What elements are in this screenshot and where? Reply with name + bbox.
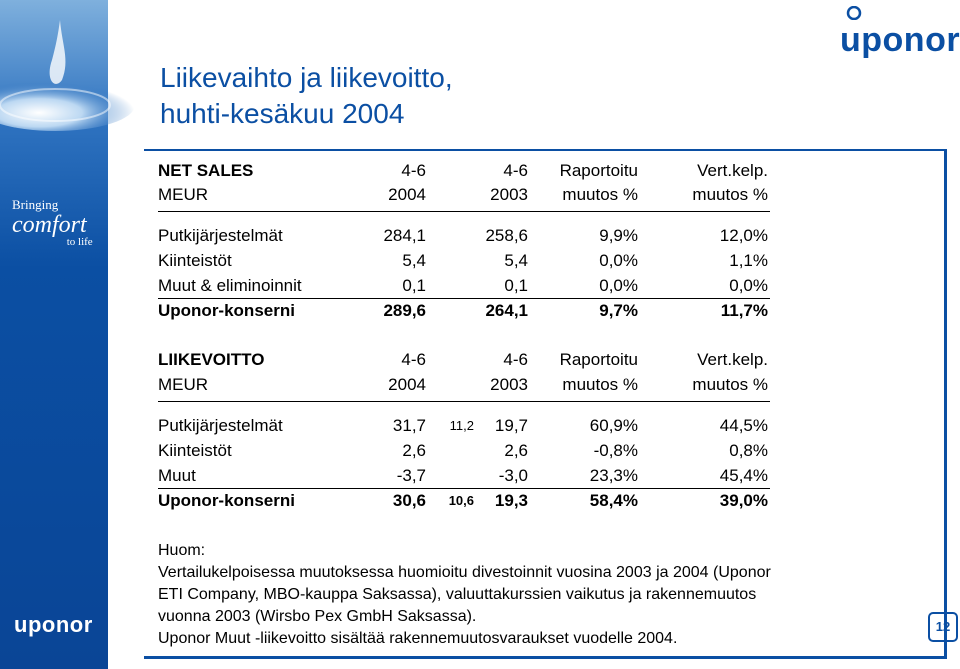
column-subheader: muutos % (562, 185, 638, 204)
cell: 5,4 (504, 251, 528, 270)
row-label: Putkijärjestelmät (158, 416, 283, 435)
table-row (158, 274, 770, 298)
cell: 44,5% (719, 416, 768, 435)
uponor-logo (840, 6, 960, 57)
brand-tagline (12, 197, 93, 248)
unit-label: MEUR (158, 375, 209, 394)
cell: 0,1 (402, 276, 426, 295)
cell: -0,8% (593, 441, 638, 460)
ebit-subheader-row (158, 373, 770, 397)
cell: 31,7 (392, 416, 426, 435)
column-header: 4-6 (401, 161, 426, 180)
cell: 0,0% (599, 276, 638, 295)
title-line-2: huhti-kesäkuu 2004 (160, 98, 405, 129)
column-subheader: muutos % (692, 375, 768, 394)
cell: 45,4% (719, 466, 768, 485)
cell: 19,7 (494, 416, 528, 435)
net-sales-title: NET SALES (158, 161, 254, 180)
column-header: 4-6 (503, 161, 528, 180)
table-row (158, 414, 770, 438)
column-header: Raportoitu (559, 350, 638, 369)
row-label: Uponor-konserni (158, 491, 295, 510)
page-title (160, 60, 453, 132)
column-subheader: muutos % (562, 375, 638, 394)
column-subheader: 2003 (490, 375, 528, 394)
header-rule (158, 401, 770, 402)
row-label: Putkijärjestelmät (158, 226, 283, 245)
footnote (158, 540, 771, 650)
brand-sidebar (0, 0, 108, 669)
column-header: 4-6 (503, 350, 528, 369)
note-line: Uponor Muut -liikevoitto sisältää rakennemuutosvaraukset vuodelle 2004. (158, 630, 678, 647)
title-line-1: Liikevaihto ja liikevoitto, (160, 62, 453, 93)
header-rule (158, 211, 770, 212)
tagline-line-1: Bringing (12, 197, 59, 212)
column-header: Vert.kelp. (697, 350, 768, 369)
cell: 9,7% (599, 301, 638, 320)
net-sales-header-row (158, 159, 770, 183)
column-subheader: 2004 (388, 375, 426, 394)
column-header: Vert.kelp. (697, 161, 768, 180)
total-row (158, 489, 770, 513)
cell: 289,6 (383, 301, 426, 320)
column-subheader: muutos % (692, 185, 768, 204)
water-drop-image (0, 0, 150, 150)
side-value: 11,2 (449, 418, 474, 433)
cell: 30,6 (392, 491, 426, 510)
row-label: Kiinteistöt (158, 251, 232, 270)
logo-word: uponor (840, 21, 960, 59)
unit-label: MEUR (158, 185, 209, 204)
table-row (158, 224, 770, 248)
column-subheader: 2004 (388, 185, 426, 204)
cell: 0,0% (729, 276, 768, 295)
cell: 11,7% (720, 301, 768, 320)
column-header: 4-6 (401, 350, 426, 369)
row-label: Kiinteistöt (158, 441, 232, 460)
cell: 39,0% (719, 491, 768, 510)
cell: 5,4 (402, 251, 426, 270)
cell: 0,1 (504, 276, 528, 295)
logo-small-word: uponor (14, 612, 93, 637)
note-line: vuonna 2003 (Wirsbo Pex GmbH Saksassa). (158, 608, 477, 625)
cell: 1,1% (729, 251, 768, 270)
cell: 2,6 (402, 441, 426, 460)
cell: -3,7 (396, 466, 426, 485)
total-row (158, 299, 770, 323)
uponor-logo-small (14, 612, 93, 638)
table-row (158, 249, 770, 273)
table-row (158, 464, 770, 488)
note-line: Huom: (158, 542, 206, 559)
note-line: Vertailukelpoisessa muutoksessa huomioitu divestoinnit vuosina 2003 ja 2004 (Uponor (158, 564, 771, 581)
cell: 12,0% (719, 226, 768, 245)
ebit-title: LIIKEVOITTO (158, 350, 265, 369)
column-subheader: 2003 (490, 185, 528, 204)
cell: 23,3% (589, 466, 638, 485)
cell: 0,8% (729, 441, 768, 460)
cell: 258,6 (485, 226, 528, 245)
net-sales-subheader-row (158, 183, 770, 207)
cell: 264,1 (485, 301, 528, 320)
column-header: Raportoitu (559, 161, 638, 180)
page-number: 12 (928, 612, 958, 642)
side-value: 10,6 (448, 493, 474, 508)
cell: 58,4% (589, 491, 638, 510)
ebit-header-row (158, 348, 770, 372)
cell: 60,9% (589, 416, 638, 435)
tagline-line-2: comfort (12, 212, 87, 238)
cell: 0,0% (599, 251, 638, 270)
cell: 2,6 (504, 441, 528, 460)
table-row (158, 439, 770, 463)
note-line: ETI Company, MBO-kauppa Saksassa), valuuttakurssien vaikutus ja rakennemuutos (158, 586, 757, 603)
row-label: Uponor-konserni (158, 301, 295, 320)
logo-drop-icon (844, 6, 864, 20)
cell: 9,9% (599, 226, 638, 245)
row-label: Muut (158, 466, 196, 485)
cell: 284,1 (383, 226, 426, 245)
cell: 19,3 (494, 491, 528, 510)
cell: -3,0 (498, 466, 528, 485)
row-label: Muut & eliminoinnit (158, 276, 302, 295)
tagline-line-3: to life (66, 236, 93, 248)
